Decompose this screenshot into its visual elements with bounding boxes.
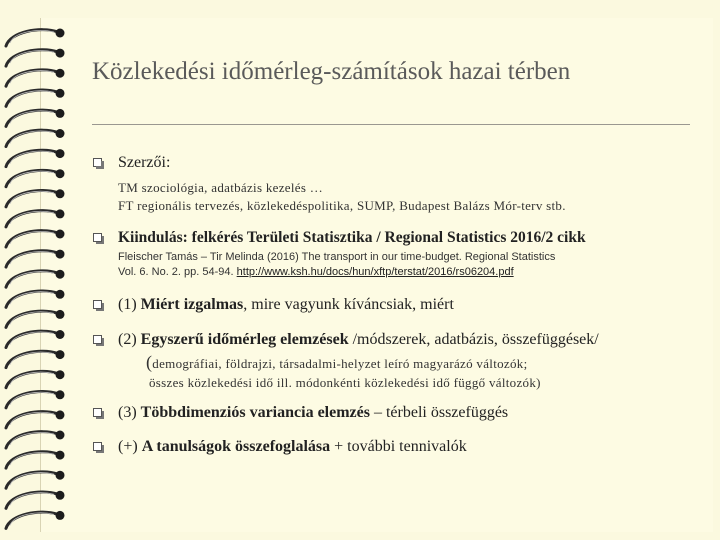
bullet-item-1: (1) Miért izgalmas, mire vagyunk kíváncsiak, miért [118,296,454,313]
binding-ring-highlight [10,432,54,445]
binding-hole [56,69,65,78]
binding-hole [56,49,65,58]
binding-hole [56,431,65,440]
binding-hole [56,410,65,419]
binding-hole [56,109,65,118]
binding-hole [56,169,65,178]
checkbox-bullet-icon [93,300,104,311]
bullet-item-2: (2) Egyszerű időmérleg elemzések /módszerek, adatbázis, összefüggések/ [118,331,599,348]
binding-ring-highlight [10,91,54,104]
binding-ring-highlight [10,453,54,466]
bullet-authors-label: Szerzői: [118,154,171,171]
reference-link[interactable]: http://www.ksh.hu/docs/hun/xftp/terstat/2016/rs06204.pdf [236,266,514,278]
title-divider [92,124,690,125]
binding-ring-highlight [10,30,54,43]
checkbox-bullet-icon [93,408,104,419]
binding-ring-highlight [10,171,54,184]
binding-ring-highlight [10,312,54,325]
binding-ring-highlight [10,272,54,285]
binding-hole [56,270,65,279]
binding-ring-highlight [10,252,54,265]
binding-ring-highlight [10,412,54,425]
binding-ring-highlight [10,231,54,244]
item-2-sub-1: (demográfiai, földrajzi, társadalmi-helyzet leíró magyarázó változók; [146,352,528,372]
reference-line-2 [118,266,514,278]
binding-ring-highlight [10,211,54,224]
binding-hole [56,390,65,399]
binding-hole [56,89,65,98]
spiral-binding [0,0,80,540]
binding-hole [56,189,65,198]
binding-ring-highlight [10,473,54,486]
binding-hole [56,491,65,500]
item-2-sub-2: összes közlekedési idő ill. módonkénti közlekedési idő függő változók) [149,375,541,390]
bullet-item-3: (3) Többdimenziós variancia elemzés – térbeli összefüggés [118,404,509,421]
binding-hole [56,330,65,339]
binding-ring-highlight [10,292,54,305]
checkbox-bullet-icon [93,158,104,169]
binding-ring-highlight [10,332,54,345]
binding-hole [56,350,65,359]
binding-hole [56,310,65,319]
binding-ring-highlight [10,131,54,144]
binding-hole [56,129,65,138]
binding-ring-highlight [10,51,54,64]
bullet-origin-label: Kiindulás: felkérés Területi Statisztika / Regional Statistics 2016/2 cikk [118,229,586,246]
binding-ring-highlight [10,352,54,365]
slide-title: Közlekedési időmérleg-számítások hazai térben [92,58,571,85]
authors-line-2: FT regionális tervezés, közlekedéspolitika, SUMP, Budapest Balázs Mór-terv stb. [118,198,566,213]
binding-hole [56,250,65,259]
authors-line-1: TM szociológia, adatbázis kezelés … [118,180,324,195]
reference-line-1: Fleischer Tamás – Tir Melinda (2016) The transport in our time-budget. Regional Statistics [118,251,556,263]
binding-hole [56,230,65,239]
bullet-item-4: (+) A tanulságok összefoglalása + további tennivalók [118,438,467,455]
binding-ring-highlight [10,151,54,164]
binding-ring-highlight [10,111,54,124]
binding-hole [56,149,65,158]
checkbox-bullet-icon [93,442,104,453]
binding-hole [56,511,65,520]
binding-ring-highlight [10,71,54,84]
binding-ring-highlight [10,191,54,204]
binding-ring-highlight [10,392,54,405]
checkbox-bullet-icon [93,233,104,244]
binding-hole [56,471,65,480]
binding-hole [56,29,65,38]
binding-ring-highlight [10,372,54,385]
binding-ring-highlight [10,493,54,506]
binding-hole [56,290,65,299]
binding-hole [56,451,65,460]
binding-ring-highlight [10,513,54,526]
reference-volume: Vol. 6. No. 2. pp. 54-94. [118,266,237,278]
checkbox-bullet-icon [93,335,104,346]
binding-hole [56,209,65,218]
binding-hole [56,370,65,379]
